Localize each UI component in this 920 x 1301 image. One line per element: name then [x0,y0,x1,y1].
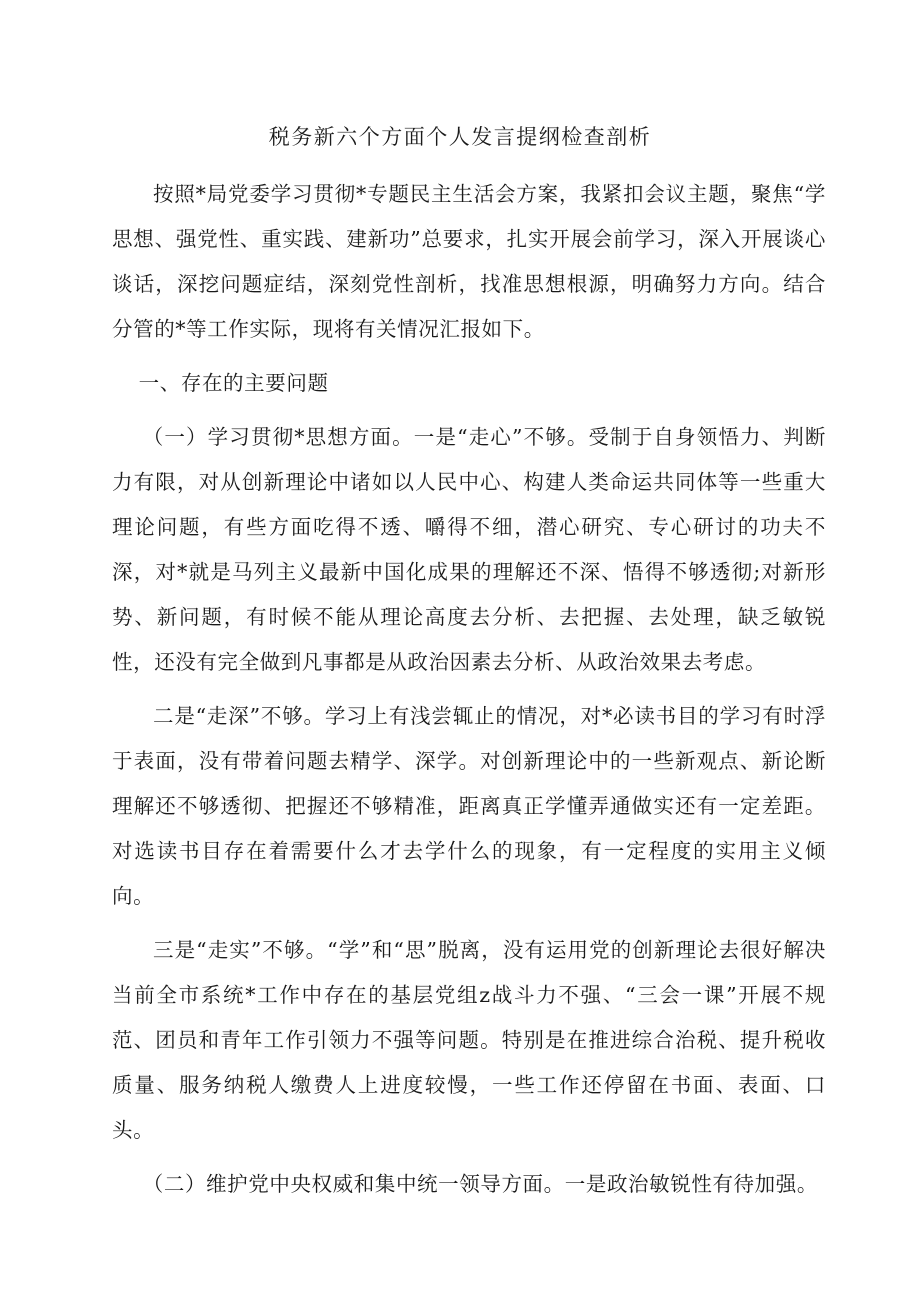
document-body [112,172,826,1216]
point-two-paragraph: 二是“走深”不够。学习上有浅尝辄止的情况，对*必读书目的学习有时浮于表面，没有带着问题去精学、深学。对创新理论中的一些新观点、新论断理解还不够透彻、把握还不够精准，距离真正学懂弄通做实还有一定差距。对选读书目存在着需要什么才去学什么的现象，有一定程度的实用主义倾向。 [112,704,826,908]
document-title: 税务新六个方面个人发言提纲检查剖析 [268,125,652,149]
subsection-study-paragraph: （一）学习贯彻*思想方面。一是“走心”不够。受制于自身领悟力、判断力有限，对从创新理论中诸如以人民中心、构建人类命运共同体等一些重大理论问题，有些方面吃得不透、嚼得不细，潜心研究、专心研讨的功夫不深，对*就是马列主义最新中国化成果的理解还不深、悟得不够透彻;对新形势、新问题，有时候不能从理论高度去分析、去把握、去处理，缺乏敏锐性，还没有完全做到凡事都是从政治因素去分析、从政治效果去考虑。 [112,425,826,674]
section-heading-problems: 一、存在的主要问题 [138,371,329,395]
subsection-authority-paragraph: （二）维护党中央权威和集中统一领导方面。一是政治敏锐性有待加强。 [142,1172,818,1196]
intro-paragraph: 按照*局党委学习贯彻*专题民主生活会方案，我紧扣会议主题，聚焦“学思想、强党性、重实践、建新功”总要求，扎实开展会前学习，深入开展谈心谈话，深挖问题症结，深刻党性剖析，找准思想根源，明确努力方向。结合分管的*等工作实际，现将有关情况汇报如下。 [112,182,826,341]
point-three-paragraph: 三是“走实”不够。“学”和“思”脱离，没有运用党的创新理论去很好解决当前全市系统*工作中存在的基层党组z战斗力不强、“三会一课”开展不规范、团员和青年工作引领力不强等问题。特别是在推进综合治税、提升税收质量、服务纳税人缴费人上进度较慢，一些工作还停留在书面、表面、口头。 [112,938,826,1142]
